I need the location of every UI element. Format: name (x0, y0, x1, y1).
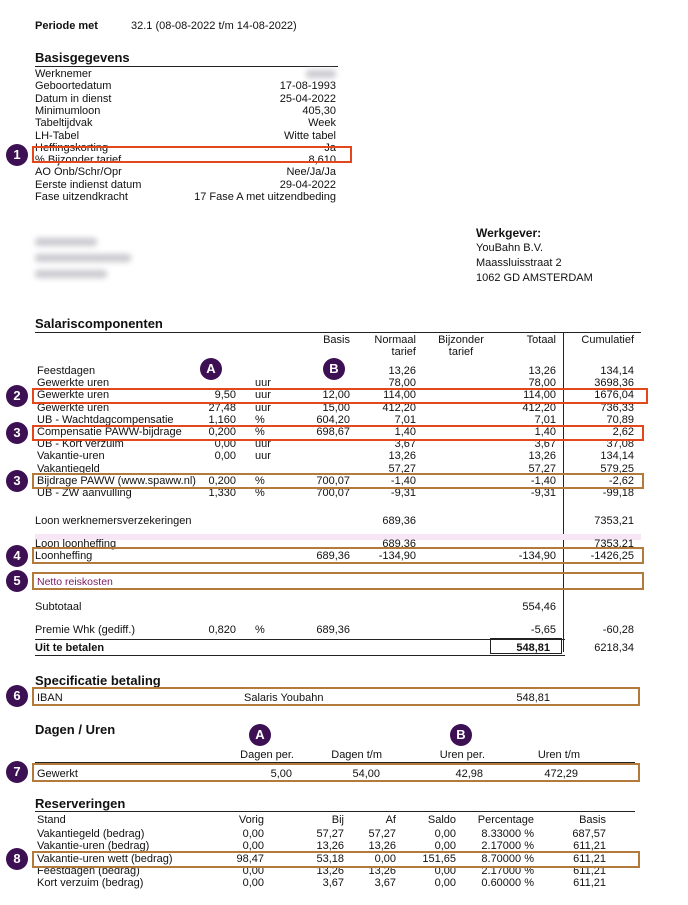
highlight-vakantie-uren-wett (32, 851, 640, 868)
salaris-row-label: Vakantie-uren (37, 450, 105, 463)
reservering-row-value: 13,26 (368, 864, 396, 877)
basis-row-value: 405,30 (302, 104, 336, 117)
badge-4: 4 (6, 545, 28, 567)
col-bijzonder: Bijzonder (438, 334, 484, 346)
basis-row-value: 25-04-2022 (279, 92, 336, 105)
werkgever-line: 1062 GD AMSTERDAM (476, 272, 593, 284)
badge-A2: A (249, 724, 271, 746)
reservering-row-value: 13,26 (316, 840, 344, 853)
salaris-row-cum: 3698,36 (594, 377, 634, 390)
reserveringen-col-header: Stand (37, 814, 66, 826)
reservering-row-label: Vakantie-uren wett (bedrag) (37, 852, 173, 865)
reservering-row-value: 8.70000 % (481, 852, 534, 865)
specificatie-title: Specificatie betaling (35, 673, 161, 688)
salaris-row-label: UB - Kort verzuim (37, 438, 124, 451)
uit-te-betalen-label: Uit te betalen (35, 642, 105, 654)
reservering-row-value: 53,18 (316, 852, 344, 865)
reservering-row-value: 57,27 (368, 828, 396, 840)
dagen-header: Uren t/m (537, 749, 580, 761)
salaris-row-cum: -2,62 (608, 474, 634, 487)
salaris-row-totaal: 3,67 (534, 438, 556, 451)
salaris-row-label: Compensatie PAWW-bijdrage (37, 426, 182, 438)
redacted-address-3 (35, 270, 107, 278)
loon-wn-cum: 7353,21 (594, 515, 634, 527)
salaris-row-totaal: 1,40 (534, 426, 556, 438)
salaris-row-totaal: 412,20 (522, 401, 556, 414)
salaris-row-label: UB - ZW aanvulling (37, 487, 132, 499)
salaris-row-unit: uur (255, 401, 271, 414)
salaris-row-qty: 9,50 (214, 389, 236, 402)
iban-naam: Salaris Youbahn (244, 692, 324, 704)
salaris-row-cum: 134,14 (600, 450, 634, 463)
reservering-row-value: 687,57 (572, 828, 606, 840)
reserveringen-col-header: Vorig (238, 814, 264, 826)
salaris-row-unit: % (255, 487, 265, 499)
basis-row-label: AO Onb/Schr/Opr (35, 166, 122, 179)
loon-lh-label: Loon loonheffing (35, 538, 117, 550)
salaris-row-qty: 1,330 (208, 487, 236, 499)
reserveringen-col-header: Basis (579, 814, 606, 826)
gewerkt-value: 472,29 (544, 768, 578, 780)
reserveringen-col-header: Saldo (427, 814, 456, 826)
salaris-row-unit: uur (255, 450, 271, 463)
badge-5: 5 (6, 570, 28, 592)
salaris-row-label: UB - Wachtdagcompensatie (37, 413, 174, 426)
salaris-row-totaal: 57,27 (528, 462, 556, 475)
reservering-row-value: 13,26 (316, 864, 344, 877)
reservering-row-value: 13,26 (368, 840, 396, 853)
basis-row-label: Eerste indienst datum (35, 178, 142, 191)
reserveringen-title: Reserveringen (35, 796, 126, 811)
salaris-row-label: Gewerkte uren (37, 389, 110, 402)
reservering-row-value: 0,00 (374, 852, 396, 865)
redacted-address-1 (35, 238, 97, 246)
uit-totaal-frame (490, 638, 562, 654)
reservering-row-value: 2.17000 % (481, 864, 534, 877)
badge-B2: B (450, 724, 472, 746)
salaris-row-normaal: 412,20 (382, 401, 416, 414)
highlight-bijdrage-paww (32, 473, 644, 489)
loonheffing-totaal: -134,90 (518, 550, 556, 562)
werkgever-title: Werkgever: (476, 226, 542, 240)
uit-te-betalen-cum: 6218,34 (594, 642, 634, 654)
salaris-row-label: Gewerkte uren (37, 401, 110, 414)
reserveringen-col-header: Percentage (477, 814, 534, 826)
reservering-row-value: 2.17000 % (481, 840, 534, 853)
loon-wn-label: Loon werknemersverzekeringen (35, 515, 192, 527)
loon-lh-normaal: 689,36 (382, 538, 416, 550)
badge-3b: 3 (6, 470, 28, 492)
premie-cum: -60,28 (602, 624, 634, 636)
basis-row-value: Nee/Ja/Ja (286, 166, 336, 179)
salaris-row-cum: 736,33 (600, 401, 634, 414)
reservering-row-value: 151,65 (422, 852, 456, 865)
salaris-row-label: Feestdagen (37, 365, 96, 377)
gewerkt-value: 54,00 (352, 768, 380, 780)
divider (35, 811, 635, 812)
column-divider (563, 332, 564, 652)
basis-row-value: 17-08-1993 (279, 80, 336, 93)
salaris-row-totaal: 7,01 (534, 413, 556, 426)
salaris-row-totaal: 78,00 (528, 377, 556, 390)
gewerkt-value: 5,00 (270, 768, 292, 780)
salaris-row-normaal: 3,67 (394, 438, 416, 451)
salaris-row-totaal: -1,40 (530, 474, 556, 487)
salaris-row-label: Bijdrage PAWW (www.spaww.nl) (37, 474, 196, 487)
salaris-row-qty: 0,00 (214, 438, 236, 451)
loon-wn-normaal: 689,36 (382, 515, 416, 527)
premie-label: Premie Whk (gediff.) (35, 624, 136, 636)
salaris-row-cum: 1676,04 (594, 389, 634, 402)
salaris-row-normaal: -1,40 (390, 474, 416, 487)
loonheffing-label: Loonheffing (35, 550, 93, 562)
salaris-row-normaal: 1,40 (394, 426, 416, 438)
reservering-row-value: 611,21 (573, 840, 606, 853)
basis-row-label: LH-Tabel (35, 129, 80, 142)
salaris-row-normaal: 114,00 (383, 389, 416, 402)
salaris-row-qty: 0,200 (208, 426, 236, 438)
salaris-row-unit: % (255, 426, 265, 438)
col-basis: Basis (323, 334, 350, 346)
salaris-row-unit: % (255, 413, 265, 426)
basis-row-value: Week (308, 117, 336, 130)
badge-6: 6 (6, 685, 28, 707)
loonheffing-cum: -1426,25 (590, 550, 634, 562)
col-cumulatief: Cumulatief (581, 334, 634, 346)
salaris-row-qty: 0,00 (214, 450, 236, 463)
salaris-row-label: Vakantiegeld (37, 462, 100, 475)
salaris-row-qty: 27,48 (208, 401, 236, 414)
salaris-row-normaal: 78,00 (388, 377, 416, 390)
basis-row-label: Heffingskorting (35, 141, 109, 154)
reserveringen-col-header: Af (385, 814, 396, 826)
iban-bedrag: 548,81 (516, 692, 550, 704)
reservering-row-value: 611,21 (573, 852, 606, 865)
salaris-row-totaal: 13,26 (528, 450, 556, 463)
reservering-row-label: Vakantie-uren (bedrag) (37, 840, 150, 853)
basis-row-value: Ja (324, 141, 336, 154)
basis-row-label: Fase uitzendkracht (35, 191, 128, 203)
col-totaal: Totaal (526, 334, 556, 346)
reservering-row-value: 0,00 (242, 864, 264, 877)
loonheffing-normaal: -134,90 (378, 550, 416, 562)
badge-B: B (323, 358, 345, 380)
divider (35, 332, 641, 333)
subtotaal-totaal: 554,46 (522, 601, 556, 613)
salaris-row-cum: 37,08 (606, 438, 634, 451)
badge-8: 8 (6, 848, 28, 870)
salaris-row-basis: 12,00 (322, 389, 350, 402)
dagen-title: Dagen / Uren (35, 722, 116, 737)
redacted-address-2 (35, 254, 131, 262)
reservering-row-value: 0,00 (242, 877, 264, 890)
basis-row-value: 17 Fase A met uitzendbeding (194, 191, 336, 203)
highlight-gewerkte-uren (32, 388, 648, 404)
salaris-row-cum: 70,89 (606, 413, 634, 426)
dagen-header: Dagen t/m (331, 749, 382, 761)
salaris-row-label: Gewerkte uren (37, 377, 110, 390)
basis-row-label: Tabeltijdvak (35, 117, 93, 130)
highlight-netto-reiskosten (32, 572, 644, 590)
reservering-row-value: 98,47 (236, 852, 264, 865)
reservering-row-value: 0,00 (434, 864, 456, 877)
basis-row-label: Geboortedatum (35, 80, 112, 93)
salaris-row-totaal: -9,31 (530, 487, 556, 499)
pink-band (35, 534, 641, 540)
badge-3: 3 (6, 422, 28, 444)
badge-1: 1 (6, 144, 28, 166)
divider (35, 66, 338, 67)
salaris-row-qty: 1,160 (208, 413, 236, 426)
reservering-row-value: 8.33000 % (481, 828, 534, 840)
col-normaal: Normaal (374, 334, 416, 346)
gewerkt-value: 42,98 (455, 768, 483, 780)
uit-te-betalen-totaal: 548,81 (516, 642, 550, 654)
salaris-row-basis: 700,07 (316, 487, 350, 499)
salaris-row-cum: 2,62 (612, 426, 634, 438)
salaris-row-cum: -99,18 (602, 487, 634, 499)
reservering-row-value: 3,67 (374, 877, 396, 890)
salaris-row-basis: 700,07 (316, 474, 350, 487)
reservering-row-value: 3,67 (322, 877, 344, 890)
reservering-row-value: 0,00 (242, 840, 264, 853)
reservering-row-label: Feestdagen (bedrag) (37, 864, 140, 877)
badge-2: 2 (6, 385, 28, 407)
gewerkt-label: Gewerkt (37, 768, 78, 780)
premie-basis: 689,36 (316, 624, 350, 636)
salaris-row-cum: 579,25 (600, 462, 634, 475)
salaris-row-basis: 604,20 (316, 413, 350, 426)
salaris-row-basis: 698,67 (316, 426, 350, 438)
basis-row-label: Minimumloon (35, 104, 101, 117)
highlight-loonheffing (32, 547, 644, 564)
reservering-row-value: 0,00 (434, 877, 456, 890)
premie-totaal: -5,65 (530, 624, 556, 636)
premie-qty: 0,820 (208, 624, 236, 636)
divider (35, 639, 565, 640)
dagen-header: Dagen per. (240, 749, 294, 761)
periode-label: Periode met (35, 20, 98, 32)
netto-reiskosten-label: Netto reiskosten (37, 576, 113, 588)
salariscomponenten-title: Salariscomponenten (35, 316, 163, 331)
salaris-row-basis: 15,00 (322, 401, 350, 414)
salaris-row-cum: 134,14 (600, 365, 634, 377)
salaris-row-normaal: 13,26 (388, 450, 416, 463)
basis-row-label: Werknemer (35, 68, 92, 80)
basis-row-label: % Bijzonder tarief (35, 154, 122, 167)
reservering-row-value: 0,00 (434, 840, 456, 853)
basis-row-value: Witte tabel (284, 129, 336, 142)
basis-row-value: 29-04-2022 (279, 178, 336, 191)
col-normaal-sub: tarief (391, 346, 416, 358)
premie-unit: % (255, 624, 265, 636)
salaris-row-qty: 0,200 (208, 474, 236, 487)
salaris-row-unit: uur (255, 377, 271, 390)
reservering-row-value: 0.60000 % (481, 877, 534, 890)
basisgegevens-title: Basisgegevens (35, 50, 130, 65)
redacted-name (306, 70, 336, 78)
reservering-row-label: Vakantiegeld (bedrag) (37, 828, 145, 840)
reservering-row-value: 0,00 (434, 828, 456, 840)
salaris-row-normaal: 57,27 (388, 462, 416, 475)
periode-value: 32.1 (08-08-2022 t/m 14-08-2022) (131, 20, 297, 32)
reservering-row-value: 0,00 (242, 828, 264, 840)
col-bijzonder-sub: tarief (448, 346, 474, 358)
iban-label: IBAN (37, 692, 63, 704)
salaris-row-unit: % (255, 474, 265, 487)
salaris-row-unit: uur (255, 438, 271, 451)
subtotaal-label: Subtotaal (35, 601, 82, 613)
badge-A: A (200, 358, 222, 380)
werkgever-line: Maassluisstraat 2 (476, 257, 562, 269)
highlight-compensatie (32, 425, 644, 441)
loon-lh-cum: 7353,21 (594, 538, 634, 550)
dagen-header: Uren per. (439, 749, 485, 761)
reserveringen-col-header: Bij (331, 814, 344, 826)
basis-row-label: Datum in dienst (35, 92, 112, 105)
reservering-row-value: 611,21 (573, 864, 606, 877)
loonheffing-basis: 689,36 (316, 550, 350, 562)
salaris-row-normaal: 7,01 (394, 413, 416, 426)
salaris-row-totaal: 114,00 (523, 389, 556, 402)
badge-7: 7 (6, 761, 28, 783)
reservering-row-value: 57,27 (316, 828, 344, 840)
reservering-row-label: Kort verzuim (bedrag) (37, 877, 144, 890)
divider (35, 655, 565, 656)
reservering-row-value: 611,21 (573, 877, 606, 890)
salaris-row-unit: uur (255, 389, 271, 402)
salaris-row-totaal: 13,26 (528, 365, 556, 377)
basis-row-value: 8,610 (308, 154, 336, 167)
highlight-gewerkt (32, 763, 640, 782)
salaris-row-normaal: 13,26 (388, 365, 416, 377)
highlight-heffingskorting (32, 146, 352, 163)
salaris-row-normaal: -9,31 (390, 487, 416, 499)
werkgever-line: YouBahn B.V. (476, 242, 544, 254)
highlight-iban (32, 687, 640, 706)
